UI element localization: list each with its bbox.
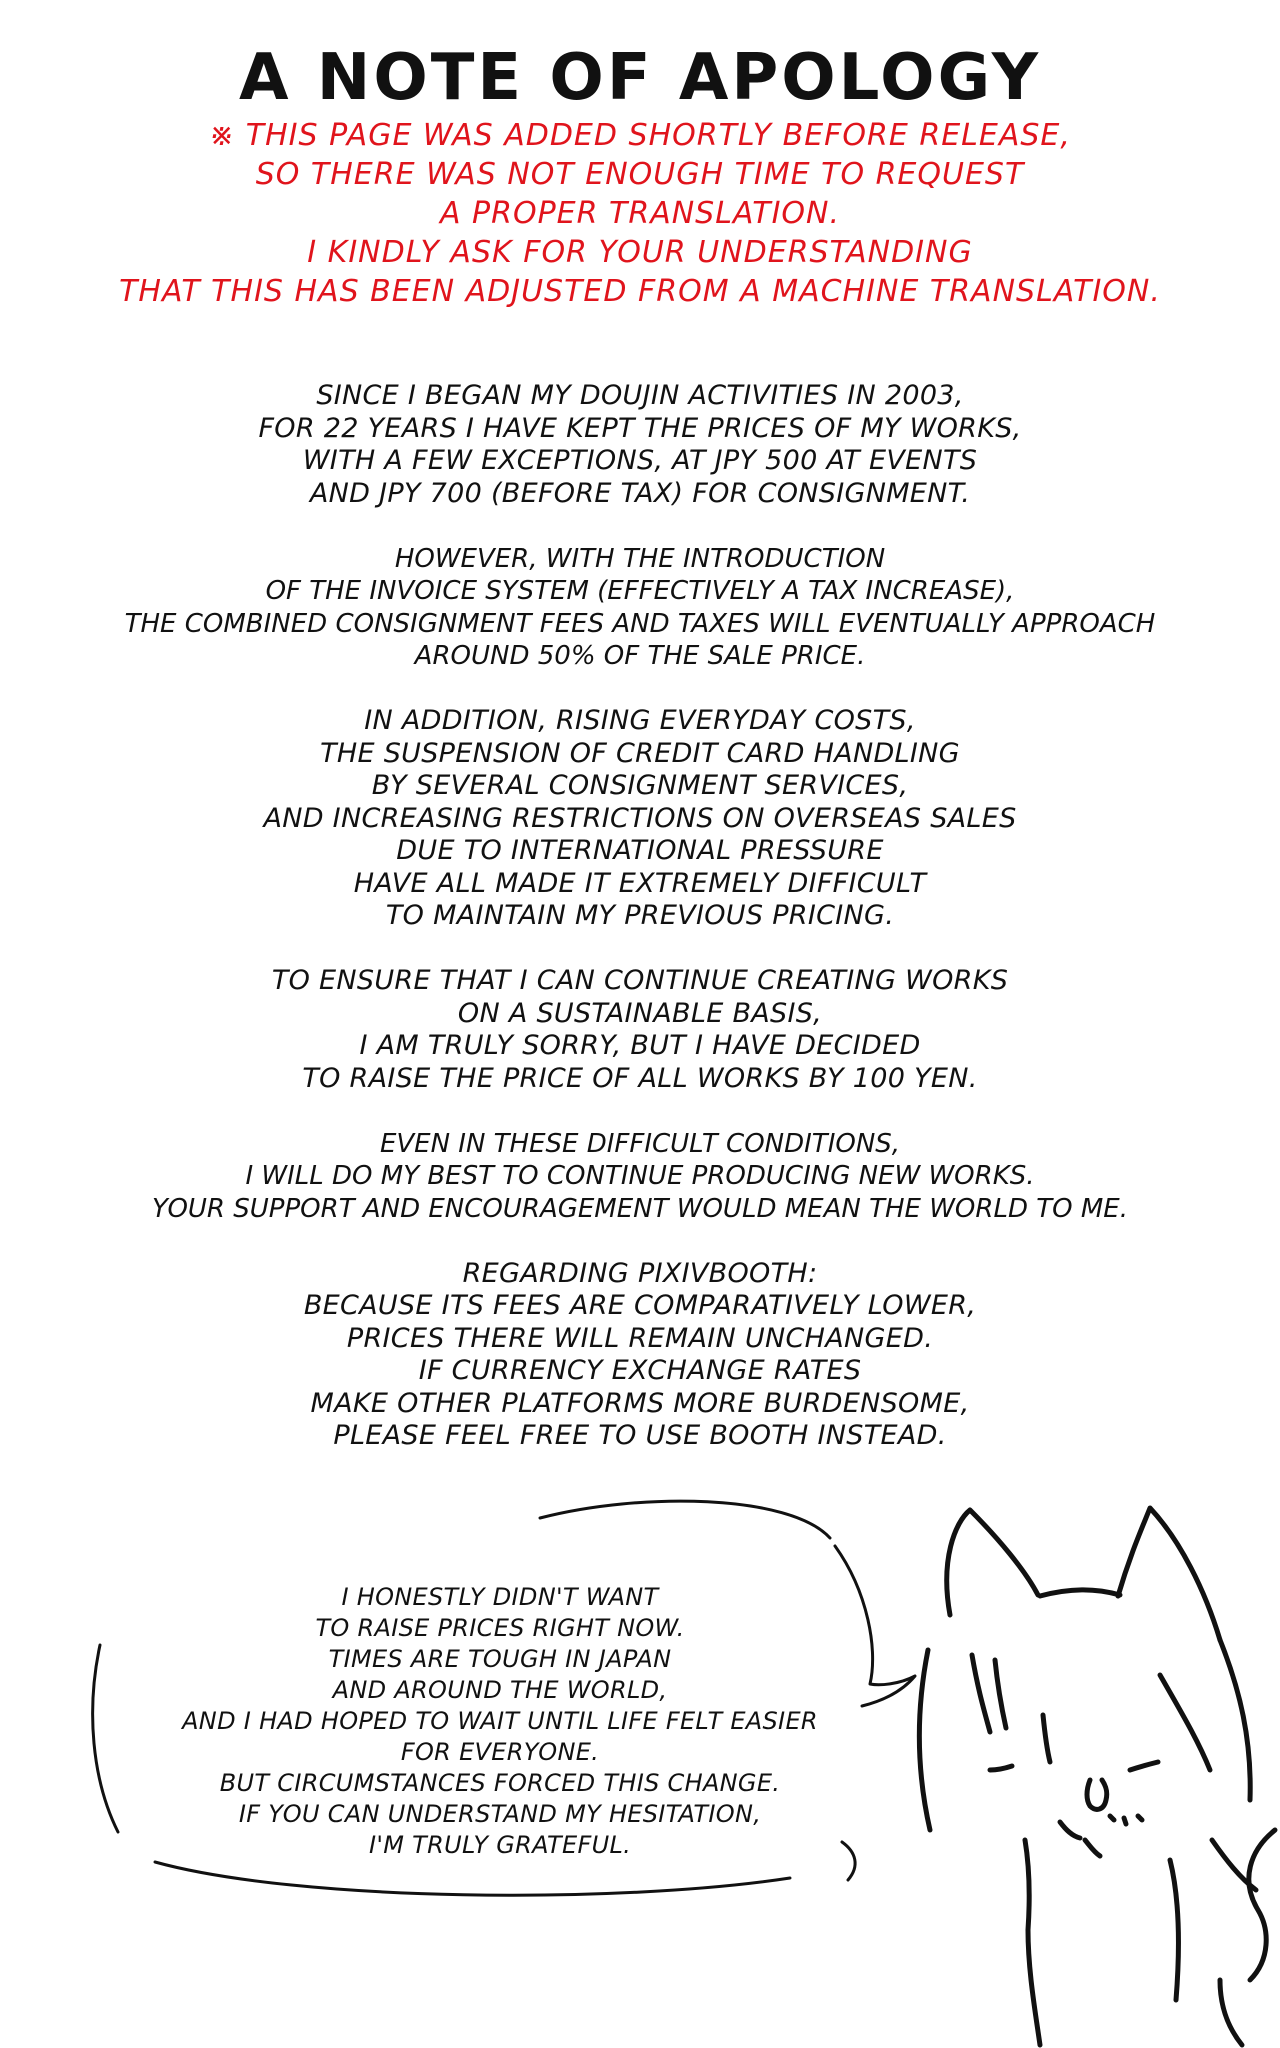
notice-line: SO THERE WAS NOT ENOUGH TIME TO REQUEST	[255, 157, 1025, 192]
bubble-line: TIMES ARE TOUGH IN JAPAN	[328, 1645, 672, 1673]
text-line: YOUR SUPPORT AND ENCOURAGEMENT WOULD MEAN THE WORLD TO ME.	[152, 1193, 1128, 1224]
text-line: BY SEVERAL CONSIGNMENT SERVICES,	[371, 770, 909, 801]
text-line: TO ENSURE THAT I CAN CONTINUE CREATING WORKS	[271, 965, 1009, 996]
text-line: FOR 22 YEARS I HAVE KEPT THE PRICES OF MY WORKS,	[258, 412, 1022, 444]
text-line: HAVE ALL MADE IT EXTREMELY DIFFICULT	[353, 867, 927, 899]
text-line: THE COMBINED CONSIGNMENT FEES AND TAXES WILL EVENTUALLY APPROACH	[124, 608, 1156, 639]
translation-notice	[40, 116, 1240, 311]
text-line: THE SUSPENSION OF CREDIT CARD HANDLING	[320, 737, 960, 769]
paragraph-costs	[20, 705, 1260, 933]
text-line: EVEN IN THESE DIFFICULT CONDITIONS,	[379, 1128, 901, 1159]
notice-line: A PROPER TRANSLATION.	[439, 196, 841, 231]
bubble-line: I'M TRULY GRATEFUL.	[368, 1831, 632, 1859]
text-line: I WILL DO MY BEST TO CONTINUE PRODUCING NEW WORKS.	[245, 1161, 1035, 1191]
text-line: OF THE INVOICE SYSTEM (EFFECTIVELY A TAX INCREASE),	[265, 576, 1015, 606]
bubble-line: BUT CIRCUMSTANCES FORCED THIS CHANGE.	[219, 1769, 781, 1797]
text-line: AROUND 50% OF THE SALE PRICE.	[414, 641, 866, 671]
text-line: REGARDING PIXIVBOOTH:	[462, 1257, 818, 1289]
notice-line: ※ THIS PAGE WAS ADDED SHORTLY BEFORE RELEASE,	[209, 118, 1071, 153]
text-line: IF CURRENCY EXCHANGE RATES	[418, 1355, 862, 1386]
bubble-line: I HONESTLY DIDN'T WANT	[341, 1583, 659, 1611]
paragraph-price-raise	[20, 965, 1260, 1095]
text-line: WITH A FEW EXCEPTIONS, AT JPY 500 AT EVENTS	[302, 445, 978, 476]
text-line: TO RAISE THE PRICE OF ALL WORKS BY 100 YEN.	[302, 1062, 978, 1094]
text-line: PLEASE FEEL FREE TO USE BOOTH INSTEAD.	[333, 1420, 947, 1451]
text-line: AND JPY 700 (BEFORE TAX) FOR CONSIGNMENT.	[309, 477, 971, 509]
cat-girl-illustration	[880, 1500, 1280, 2048]
left-ear-shape	[947, 1510, 1038, 1615]
text-line: AND INCREASING RESTRICTIONS ON OVERSEAS SALES	[263, 802, 1017, 834]
speech-bubble-text	[105, 1582, 895, 1861]
paragraph-continue	[20, 1128, 1260, 1226]
notice-line: THAT THIS HAS BEEN ADJUSTED FROM A MACHINE TRANSLATION.	[119, 274, 1161, 309]
bubble-line: TO RAISE PRICES RIGHT NOW.	[315, 1614, 685, 1642]
bubble-line: IF YOU CAN UNDERSTAND MY HESITATION,	[238, 1800, 762, 1828]
bubble-line: FOR EVERYONE.	[400, 1738, 600, 1766]
text-line: MAKE OTHER PLATFORMS MORE BURDENSOME,	[310, 1387, 970, 1419]
page-title: A NOTE OF APOLOGY	[238, 41, 1042, 115]
text-line: DUE TO INTERNATIONAL PRESSURE	[396, 835, 884, 866]
text-line: PRICES THERE WILL REMAIN UNCHANGED.	[346, 1322, 934, 1354]
paragraph-history	[20, 380, 1260, 510]
bubble-line: AND I HAD HOPED TO WAIT UNTIL LIFE FELT EASIER	[182, 1707, 818, 1735]
bubble-line: AND AROUND THE WORLD,	[332, 1676, 668, 1704]
text-line: SINCE I BEGAN MY DOUJIN ACTIVITIES IN 2003,	[316, 380, 964, 411]
paragraph-invoice	[20, 543, 1260, 673]
text-line: ON A SUSTAINABLE BASIS,	[457, 997, 823, 1029]
text-line: IN ADDITION, RISING EVERYDAY COSTS,	[364, 705, 916, 736]
text-line: HOWEVER, WITH THE INTRODUCTION	[394, 543, 886, 574]
notice-line: I KINDLY ASK FOR YOUR UNDERSTANDING	[307, 235, 973, 270]
text-line: I AM TRULY SORRY, BUT I HAVE DECIDED	[359, 1030, 921, 1061]
paragraph-booth	[20, 1258, 1260, 1453]
text-line: BECAUSE ITS FEES ARE COMPARATIVELY LOWER,	[303, 1290, 977, 1321]
text-line: TO MAINTAIN MY PREVIOUS PRICING.	[385, 900, 895, 931]
apology-body	[20, 380, 1260, 1485]
